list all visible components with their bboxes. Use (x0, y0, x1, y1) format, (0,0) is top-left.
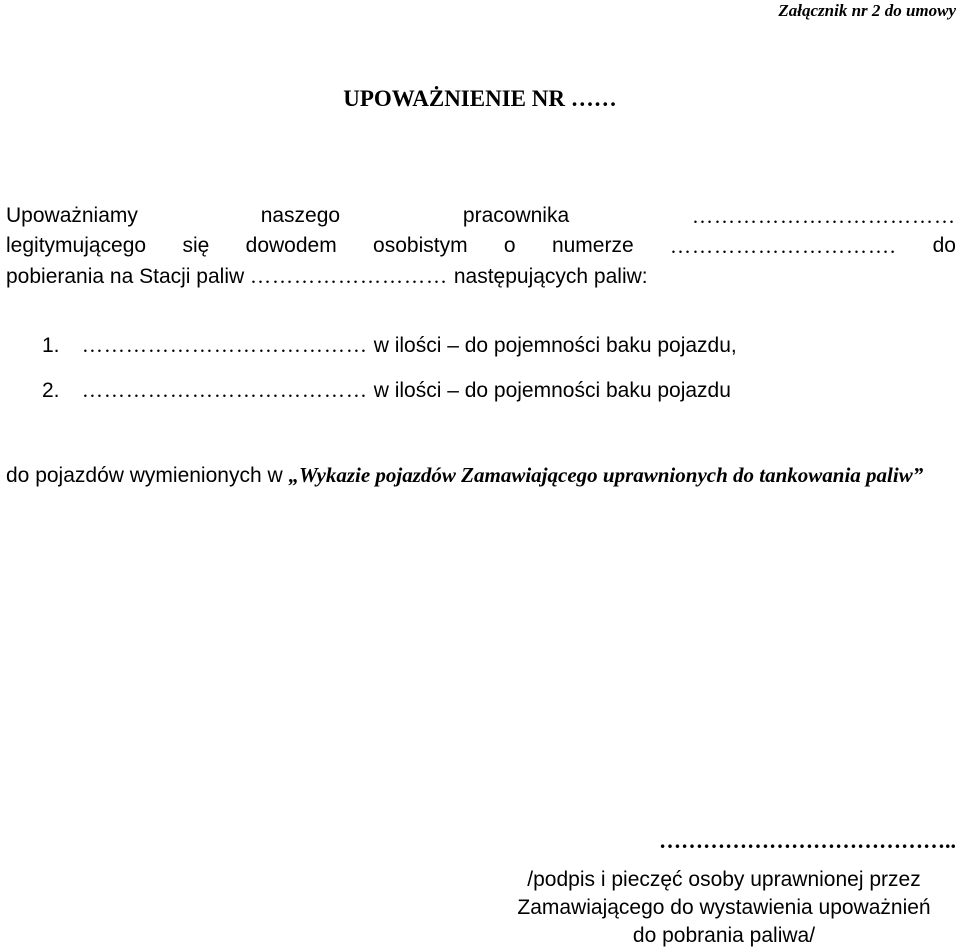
fuel-item-text: w ilości – do pojemności baku pojazdu (373, 379, 731, 402)
signature-line: ………………………………….. (659, 828, 956, 853)
word: się (182, 234, 210, 257)
annex-number: Załącznik nr 2 (778, 1, 881, 20)
fuel-type-blank: ………………………………… (81, 333, 368, 357)
fuel-type-blank: ………………………………… (81, 378, 368, 402)
station-name-blank: ……………………… (250, 264, 448, 288)
vehicles-prefix: do pojazdów wymienionych w (6, 464, 289, 487)
vehicles-paragraph (6, 460, 956, 491)
authorization-line-1 (6, 201, 956, 231)
authorization-line-2 (6, 231, 956, 261)
word: pracownika (462, 204, 570, 227)
word: legitymującego (6, 234, 147, 257)
signature-caption-line: do pobrania paliwa/ (632, 924, 816, 947)
fuel-item-1 (42, 333, 737, 358)
document-title: UPOWAŻNIENIE NR …… (343, 86, 617, 111)
word: o (503, 234, 516, 257)
fuel-item-number: 2. (42, 379, 60, 402)
word: osobistym (373, 234, 468, 257)
authorization-paragraph (6, 201, 956, 292)
vehicles-list-reference: „Wykazie pojazdów Zamawiającego uprawnionych do tankowania paliw” (288, 463, 924, 487)
signature-caption-line: Zamawiającego do wystawienia upoważnień (517, 896, 931, 919)
word: numerze (551, 234, 634, 257)
word: do (932, 234, 956, 257)
fuel-item-text: w ilości – do pojemności baku pojazdu, (373, 334, 737, 357)
id-number-blank: …………………………. (670, 234, 897, 258)
fuels-text: następujących paliw: (453, 265, 648, 288)
signature-caption (488, 866, 960, 950)
annex-label (778, 1, 956, 21)
employee-name-blank: ……………………………… (691, 204, 956, 228)
word: Upoważniamy (6, 204, 138, 227)
word: naszego (260, 204, 341, 227)
authorization-line-3 (6, 261, 956, 292)
signature-caption-line: /podpis i pieczęć osoby uprawnionej przez (527, 868, 921, 891)
station-text: pobierania na Stacji paliw (6, 265, 245, 288)
fuel-item-2 (42, 378, 731, 403)
fuel-item-number: 1. (42, 334, 60, 357)
annex-suffix: do umowy (880, 1, 956, 20)
word: dowodem (245, 234, 337, 257)
